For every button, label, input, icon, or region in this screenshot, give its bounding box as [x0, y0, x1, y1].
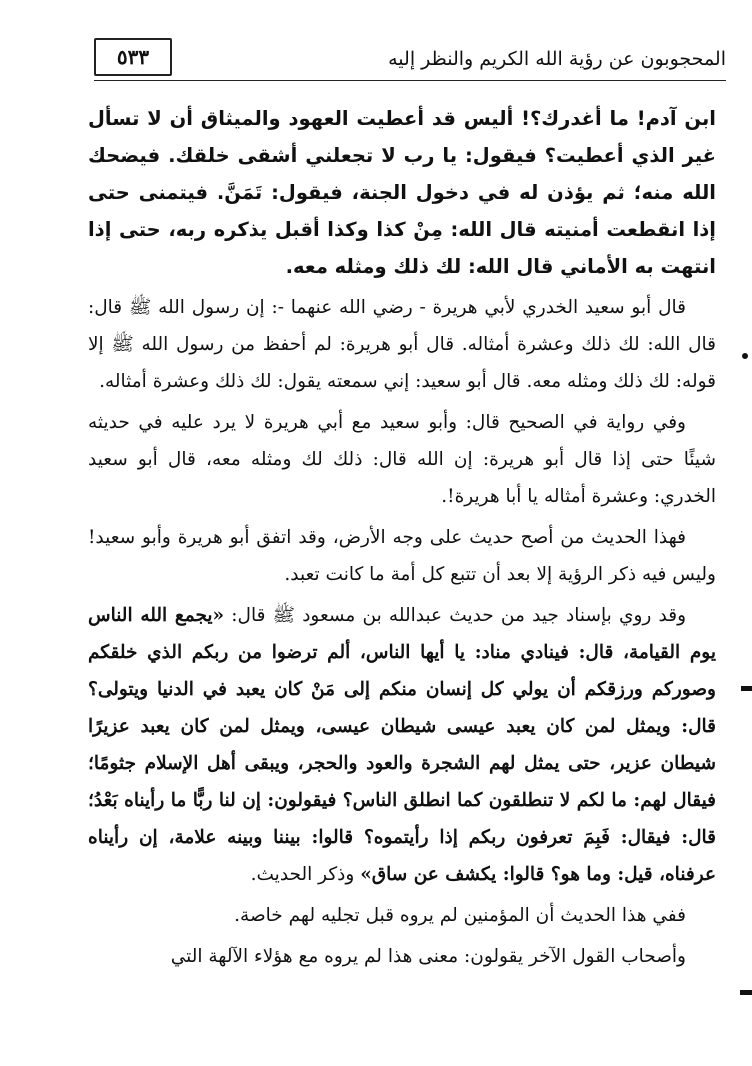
margin-mark — [742, 353, 748, 359]
margin-mark — [740, 990, 752, 995]
paragraph-3: وفي رواية في الصحيح قال: وأبو سعيد مع أبي هريرة لا يرد عليه في حديثه شيئًا حتى إذا قال أبو هريرة: إن الله قال: ذلك لك ومثله معه، قال أبو سعيد الخدري: وعشرة أمثاله يا أبا هريرة!. — [88, 412, 716, 507]
paragraph-4: فهذا الحديث من أصح حديث على وجه الأرض، وقد اتفق أبو هريرة وأبو سعيد! وليس فيه ذكر الرؤية إلا بعد أن تتبع كل أمة ما كانت تعبد. — [88, 527, 716, 585]
page-header — [94, 36, 726, 84]
paragraph-6: ففي هذا الحديث أن المؤمنين لم يروه قبل تجليه لهم خاصة. — [234, 905, 686, 926]
paragraph-2: قال أبو سعيد الخدري لأبي هريرة - رضي الله عنهما -: إن رسول الله ﷺ قال: قال الله: لك ذلك وعشرة أمثاله. قال أبو هريرة: لم أحفظ من رسول الله ﷺ إلا قوله: لك ذلك ومثله معه. قال أبو سعيد: إني سمعته يقول: لك ذلك وعشرة أمثاله. — [88, 297, 716, 392]
paragraph-7: وأصحاب القول الآخر يقولون: معنى هذا لم يروه مع هؤلاء الآلهة التي — [170, 946, 686, 967]
margin-mark — [741, 686, 752, 691]
hadith-outro: وذكر الحديث. — [250, 864, 361, 885]
paragraph-1: ابن آدم! ما أغدرك؟! أليس قد أعطيت العهود والميثاق أن لا تسأل غير الذي أعطيت؟ فيقول: يا رب لا تجعلني أشقى خلقك. فيضحك الله منه؛ ثم يؤذن له في دخول الجنة، فيقول: تَمَنَّ. فيتمنى حتى إذا انقطعت أمنيته قال الله: مِنْ كذا وكذا أقبل يذكره ربه، حتى إذا انتهت به الأماني قال الله: لك ذلك ومثله معه. — [88, 107, 716, 278]
header-divider — [94, 80, 726, 81]
hadith-quote: «يجمع الله الناس يوم القيامة، قال: فينادي مناد: يا أيها الناس، ألم ترضوا من ربكم الذي خلقكم وصوركم ورزقكم أن يولي كل إنسان منكم إلى مَنْ كان يعبد في الدنيا ويتولى؟ قال: ويمثل لمن كان يعبد عيسى شيطان عيسى، ويمثل لمن كان يعبد عزيرًا شيطان عزير، حتى يمثل لهم الشجرة والعود والحجر، ويبقى أهل الإسلام جثومًا؛ فيقال لهم: ما لكم لا تنطلقون كما انطلق الناس؟ فيقولون: إن لنا ربًّا ما رأيناه بَعْدُ؛ قال: فيقال: فَبِمَ تعرفون ربكم إذا رأيتموه؟ قالوا: بيننا وبينه علامة، إن رأيناه عرفناه، قيل: وما هو؟ قالوا: يكشف عن ساق» — [88, 605, 716, 885]
page-number: ٥٣٣ — [94, 38, 172, 76]
body-text — [88, 100, 716, 979]
paragraph-5 — [88, 597, 716, 893]
running-title: المحجوبون عن رؤية الله الكريم والنظر إليه — [388, 48, 726, 70]
hadith-intro: وقد روي بإسناد جيد من حديث عبدالله بن مسعود ﷺ قال: — [224, 605, 687, 626]
